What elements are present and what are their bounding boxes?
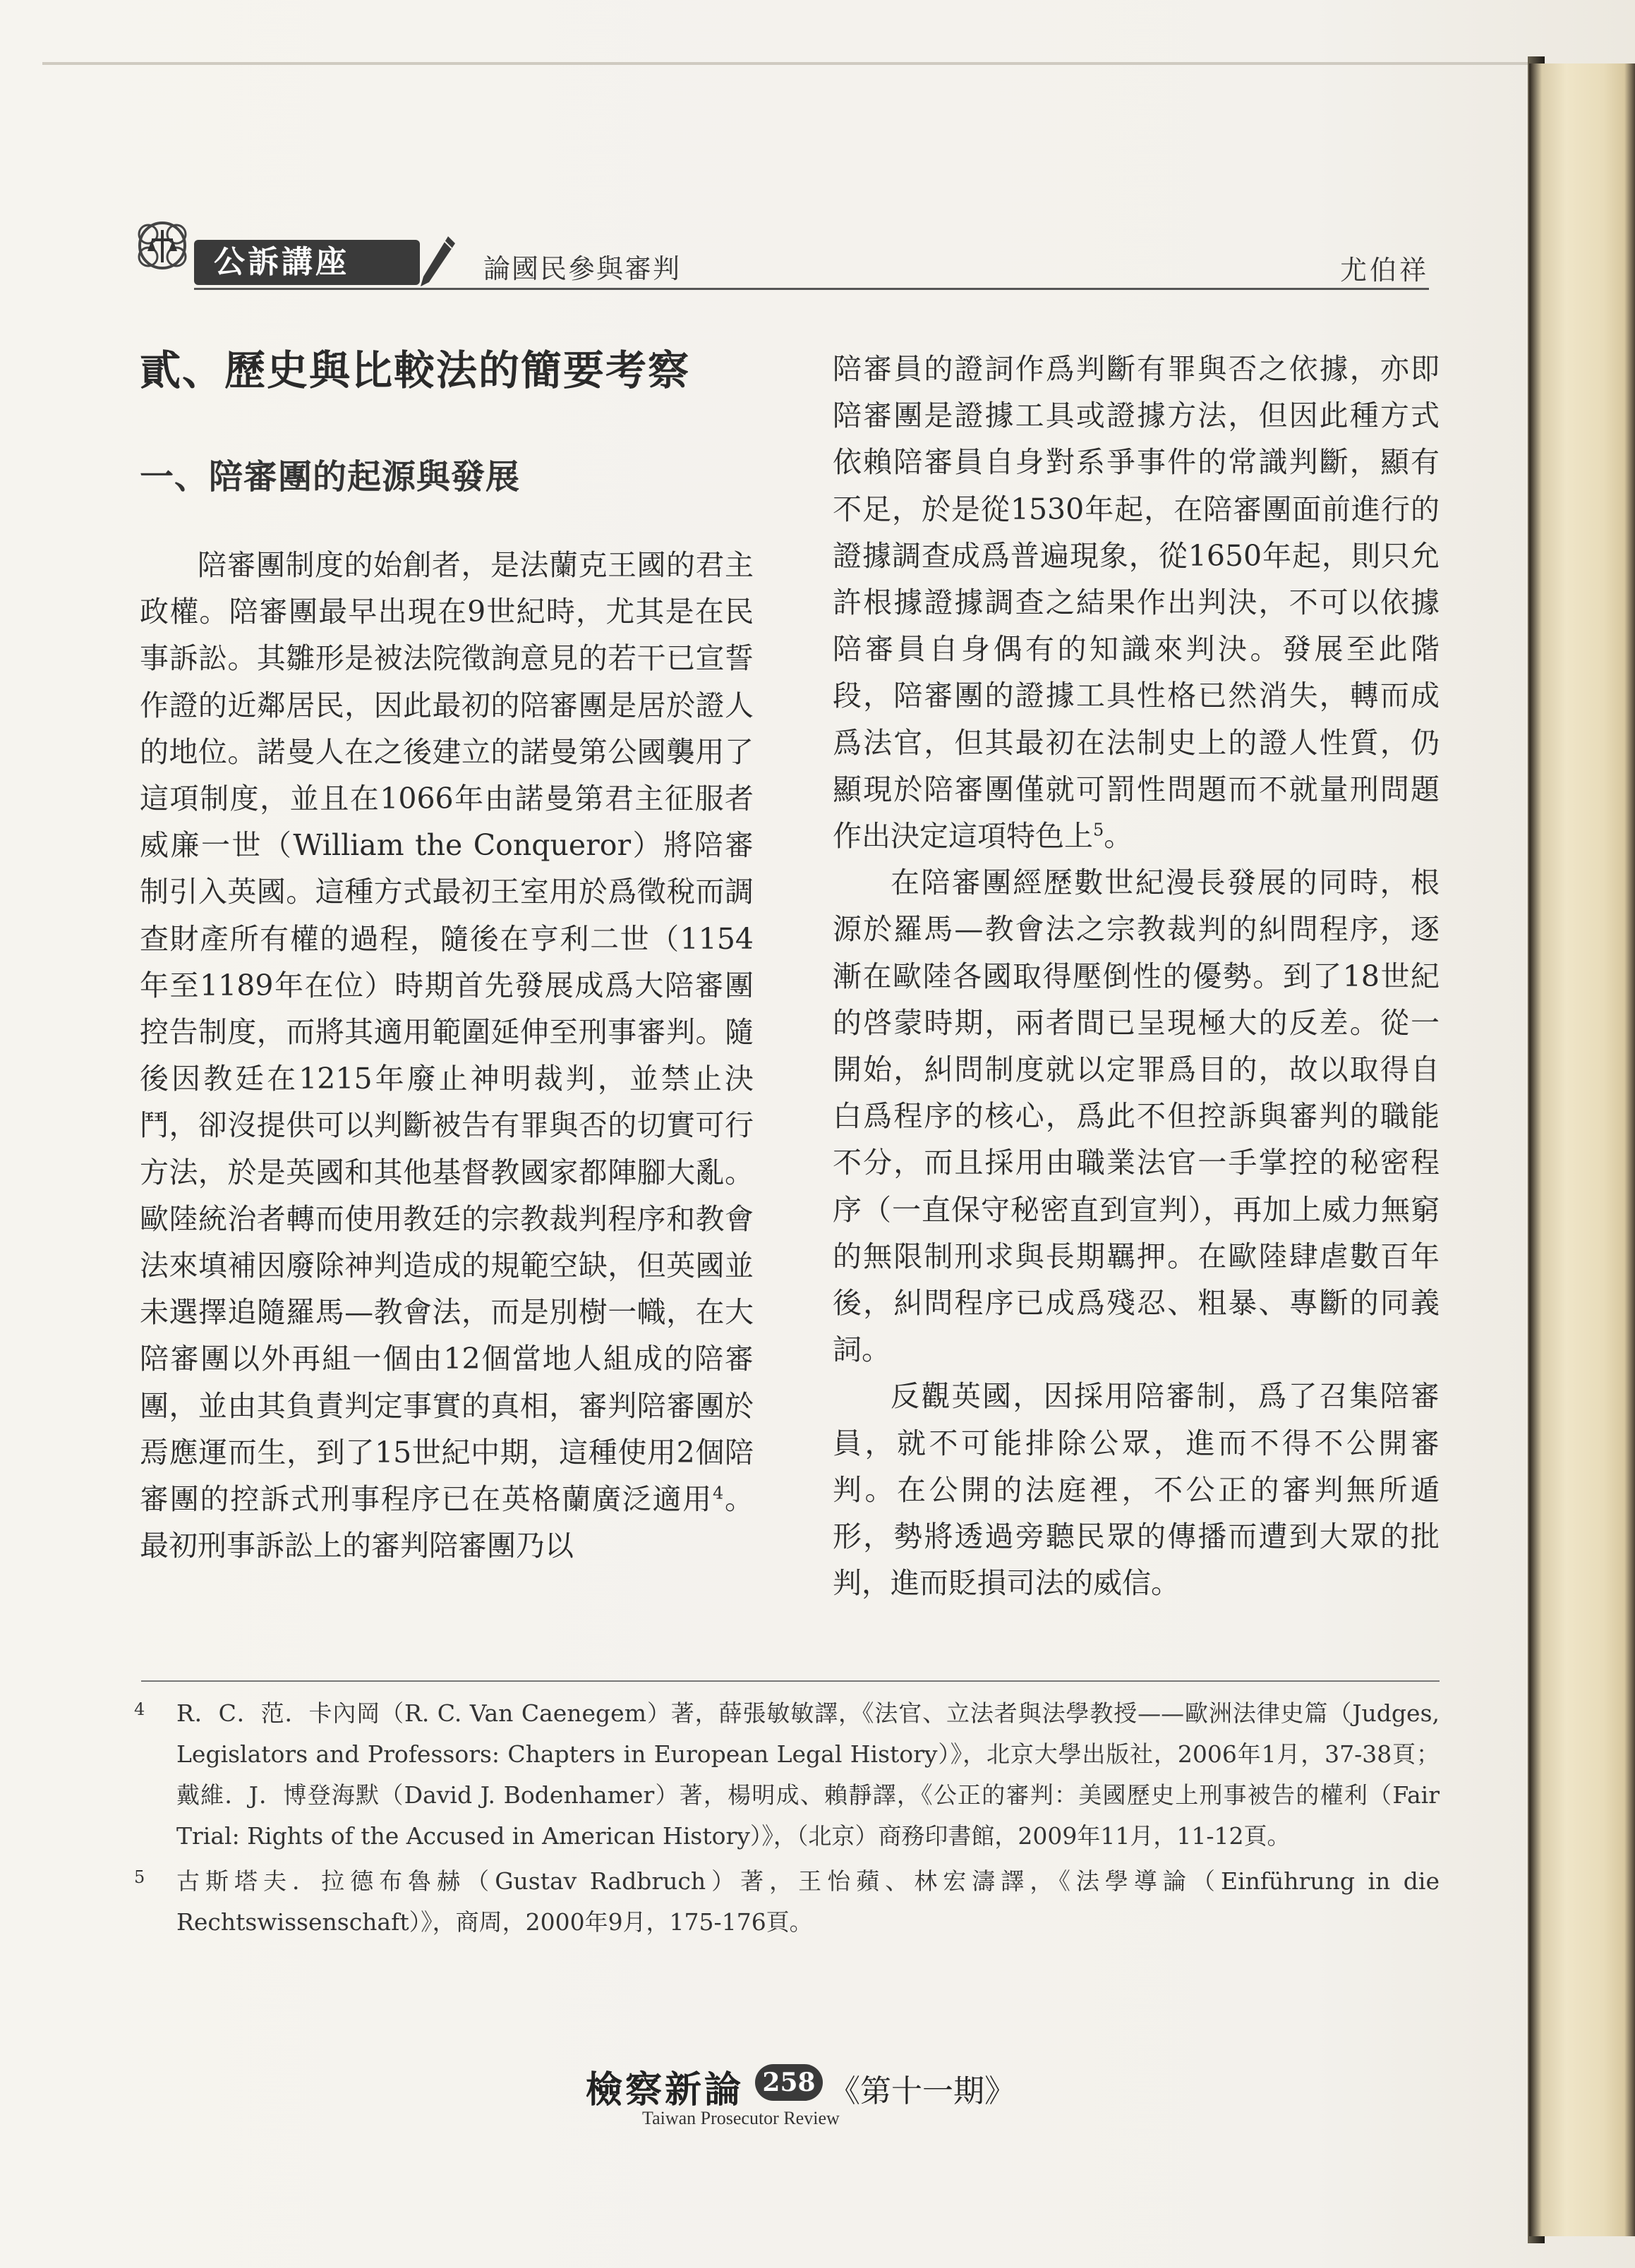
issue-label: 《第十一期》 (829, 2073, 1015, 2109)
footnote-text: R．C．范．卡內岡（R. C. Van Caenegem）著，薛張敏敏譯，《法官、立法者與法學教授——歐洲法律史篇（Judges, Legislators and Professors: Chapters in European Legal History）》，北京大學出版社，2006年1月，37-38頁；戴維．J．博登海默（David J. Bodenhamer）著，楊明成、賴靜譯，《公正的審判：美國歷史上刑事被告的權利（Fair Trial: Rights of the Accused in American History）》，（北京）商務印書館，2009年11月，11-12頁。 (176, 1699, 1440, 1850)
running-header (131, 212, 1429, 289)
section-heading: 貳、歷史與比較法的簡要考察 (140, 346, 691, 394)
paragraph-text: 陪審員的證詞作爲判斷有罪與否之依據，亦即陪審團是證據工具或證據方法，但因此種方式依賴陪審員自身對系爭事件的常識判斷，顯有不足，於是從1530年起，在陪審團面前進行的證據調查成爲普遍現象，從1650年起，則只允許根據證據調查之結果作出判決，不可以依據陪審員自身偶有的知識來判決。發展至此階段，陪審團的證據工具性格已然消失，轉而成爲法官，但其最初在法制史上的證人性質，仍顯現於陪審團僅就可罰性問題而不就量刑問題作出決定這項特色上 (833, 352, 1440, 854)
footnote-number: 4 (134, 1699, 145, 1719)
book-spine (1529, 63, 1635, 2236)
page-number: 258 (755, 2064, 823, 2101)
footnote-number: 5 (134, 1867, 145, 1887)
left-column (140, 346, 754, 1569)
footnote (134, 1693, 1440, 1857)
footnotes (134, 1693, 1440, 1947)
right-column (833, 346, 1440, 1606)
section-banner: 公訴講座 (194, 240, 420, 285)
running-footer (586, 2060, 1080, 2137)
body-paragraph (833, 346, 1440, 859)
header-rule (194, 288, 1429, 290)
paragraph-text: 陪審團制度的始創者，是法蘭克王國的君主政權。陪審團最早出現在9世紀時，尤其是在民事訴訟。其雛形是被法院徵詢意見的若干已宣誓作證的近鄰居民，因此最初的陪審團是居於證人的地位。諾曼人在之後建立的諾曼第公國襲用了這項制度，並且在1066年由諾曼第君主征服者威廉一世（William the Conqueror）將陪審制引入英國。這種方式最初王室用於爲徵稅而調查財產所有權的過程，隨後在亨利二世（1154年至1189年在位）時期首先發展成爲大陪審團控告制度，而將其適用範圍延伸至刑事審判。隨後因教廷在1215年廢止神明裁判，並禁止決鬥，卻沒提供可以判斷被告有罪與否的切實可行方法，於是英國和其他基督教國家都陣腳大亂。歐陸統治者轉而使用教廷的宗教裁判程序和教會法來填補因廢除神判造成的規範空缺，但英國並未選擇追隨羅馬—教會法，而是別樹一幟，在大陪審團以外再組一個由12個當地人組成的陪審團，並由其負責判定事實的真相，審判陪審團於焉應運而生，到了15世紀中期，這種使用2個陪審團的控訴式刑事程序已在英格蘭廣泛適用 (140, 548, 754, 1517)
paragraph-text-tail: 。最初刑事訴訟上的審判陪審團乃以 (140, 1482, 754, 1563)
body-paragraph: 反觀英國，因採用陪審制，爲了召集陪審員，就不可能排除公眾，進而不得不公開審判。在公開的法庭裡，不公正的審判無所遁形，勢將透過旁聽民眾的傳播而遭到大眾的批判，進而貶損司法的威信。 (833, 1379, 1440, 1601)
footnote-ref[interactable]: 4 (712, 1483, 724, 1503)
article-author: 尤伯祥 (1339, 255, 1429, 286)
paragraph-text-tail: 。 (1104, 819, 1133, 854)
pen-icon (416, 233, 459, 289)
body-paragraph (140, 542, 754, 1569)
page-top-edge (42, 62, 1531, 65)
article-title: 論國民參與審判 (483, 253, 682, 284)
footnote-ref[interactable]: 5 (1093, 820, 1104, 840)
journal-name-english: Taiwan Prosecutor Review (642, 2108, 840, 2128)
footnote-rule (141, 1680, 1440, 1682)
footnote-text: 古斯塔夫．拉德布魯赫（Gustav Radbruch）著，王怡蘋、林宏濤譯，《法學導論（Einführung in die Rechtswissenschaft）》，商周，2000年9月，175-176頁。 (176, 1867, 1440, 1936)
subsection-heading: 一、陪審團的起源與發展 (140, 457, 521, 497)
footnote (134, 1861, 1440, 1943)
body-paragraph: 在陪審團經歷數世紀漫長發展的同時，根源於羅馬—教會法之宗教裁判的糾問程序，逐漸在歐陸各國取得壓倒性的優勢。到了18世紀的啓蒙時期，兩者間已呈現極大的反差。從一開始，糾問制度就以定罪爲目的，故以取得自白爲程序的核心，爲此不但控訴與審判的職能不分，而且採用由職業法官一手掌控的秘密程序（一直保守秘密直到宣判），再加上威力無窮的無限制刑求與長期羈押。在歐陸肆虐數百年後，糾問程序已成爲殘忍、粗暴、專斷的同義詞。 (833, 866, 1440, 1367)
journal-name: 檢察新論 (586, 2068, 744, 2111)
